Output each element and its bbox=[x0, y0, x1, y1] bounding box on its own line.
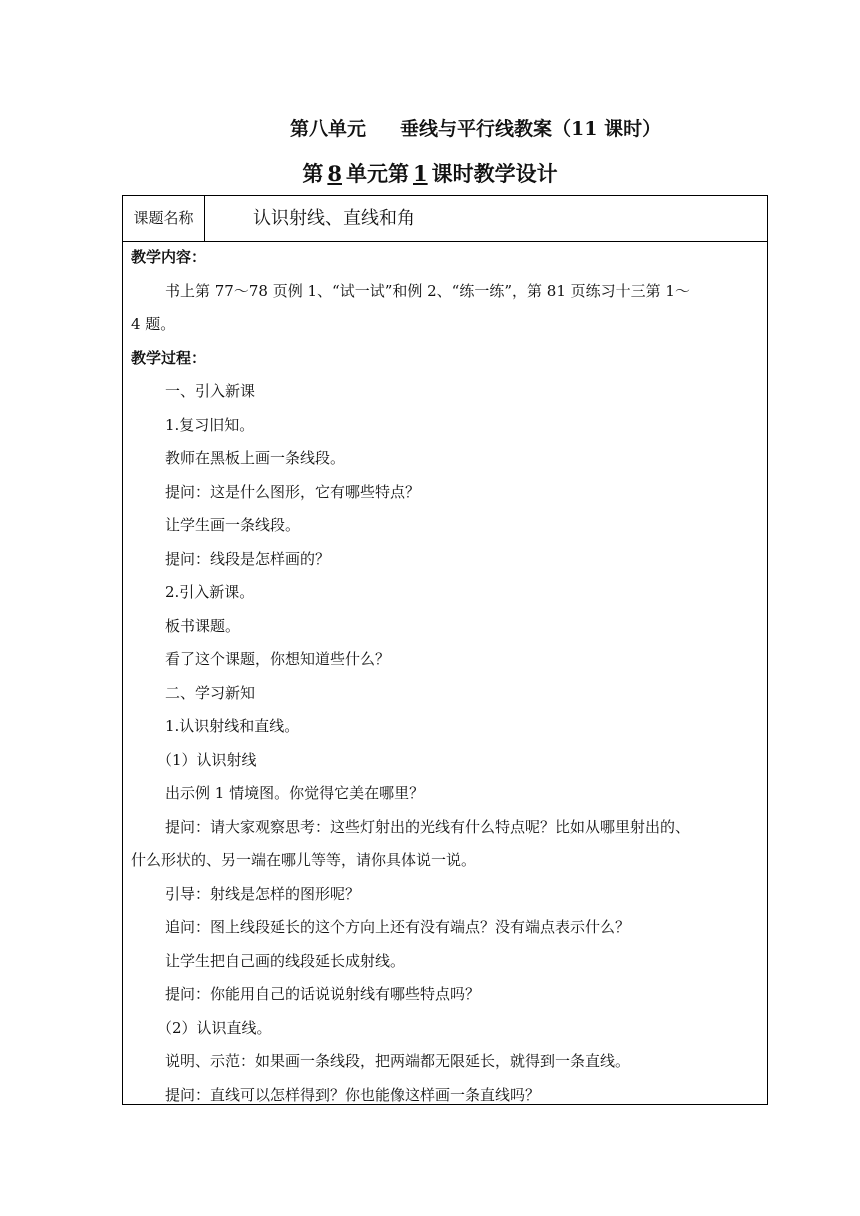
lesson-body bbox=[131, 247, 763, 1118]
process-line-long-2: 什么形状的、另一端在哪儿等等，请你具体说一说。 bbox=[131, 851, 477, 869]
section-title-process: 教学过程： bbox=[131, 348, 207, 367]
process-line: （1）认识射线 bbox=[157, 750, 257, 769]
lesson-table bbox=[122, 195, 768, 1105]
content-text-line-1: 书上第 77～78 页例 1、“试一试”和例 2、“练一练”，第 81 页练习十三第 1～ bbox=[165, 281, 690, 300]
process-line: 提问：这是什么图形，它有哪些特点？ bbox=[165, 482, 421, 501]
section-title-content: 教学内容： bbox=[131, 248, 207, 266]
process-line-long-1: 提问：请大家观察思考：这些灯射出的光线有什么特点呢？比如从哪里射出的、 bbox=[165, 817, 691, 836]
process-line: 一、引入新课 bbox=[165, 382, 256, 400]
design-unit-number: 8 bbox=[327, 161, 342, 186]
process-line: 看了这个课题，你想知道些什么？ bbox=[165, 650, 391, 668]
process-line: 提问：线段是怎样画的？ bbox=[165, 549, 331, 568]
process-line: 2.引入新课。 bbox=[165, 583, 255, 601]
design-suffix: 课时教学设计 bbox=[431, 161, 558, 186]
unit-title-subtitle: 垂线与平行线教案（11 课时） bbox=[400, 118, 662, 140]
process-line: 二、学习新知 bbox=[165, 683, 256, 702]
unit-title-label: 第八单元 bbox=[290, 118, 367, 140]
process-line: （2）认识直线。 bbox=[157, 1018, 272, 1037]
topic-label: 课题名称 bbox=[123, 196, 205, 241]
design-mid: 单元第 bbox=[346, 161, 409, 186]
process-line: 教师在黑板上画一条线段。 bbox=[165, 449, 346, 467]
process-line: 引导：射线是怎样的图形呢？ bbox=[165, 884, 361, 903]
unit-title bbox=[0, 114, 860, 141]
process-line: 让学生画一条线段。 bbox=[165, 516, 301, 534]
process-line: 1.复习旧知。 bbox=[165, 415, 255, 434]
process-line: 追问：图上线段延长的这个方向上还有没有端点？没有端点表示什么？ bbox=[165, 918, 631, 936]
lesson-design-title bbox=[0, 158, 860, 188]
design-lesson-number: 1 bbox=[413, 161, 428, 186]
topic-row bbox=[123, 196, 767, 242]
process-line: 板书课题。 bbox=[165, 616, 241, 635]
process-line: 让学生把自己画的线段延长成射线。 bbox=[165, 951, 406, 970]
process-line: 说明、示范：如果画一条线段，把两端都无限延长，就得到一条直线。 bbox=[165, 1052, 631, 1070]
topic-name: 认识射线、直线和角 bbox=[253, 208, 415, 229]
process-line: 提问：直线可以怎样得到？你也能像这样画一条直线吗？ bbox=[165, 1085, 541, 1104]
content-text-line-2: 4 题。 bbox=[131, 315, 176, 333]
process-line: 提问：你能用自己的话说说射线有哪些特点吗？ bbox=[165, 985, 481, 1003]
process-line: 出示例 1 情境图。你觉得它美在哪里？ bbox=[165, 784, 425, 802]
process-line: 1.认识射线和直线。 bbox=[165, 717, 300, 735]
design-prefix: 第 bbox=[302, 161, 324, 186]
